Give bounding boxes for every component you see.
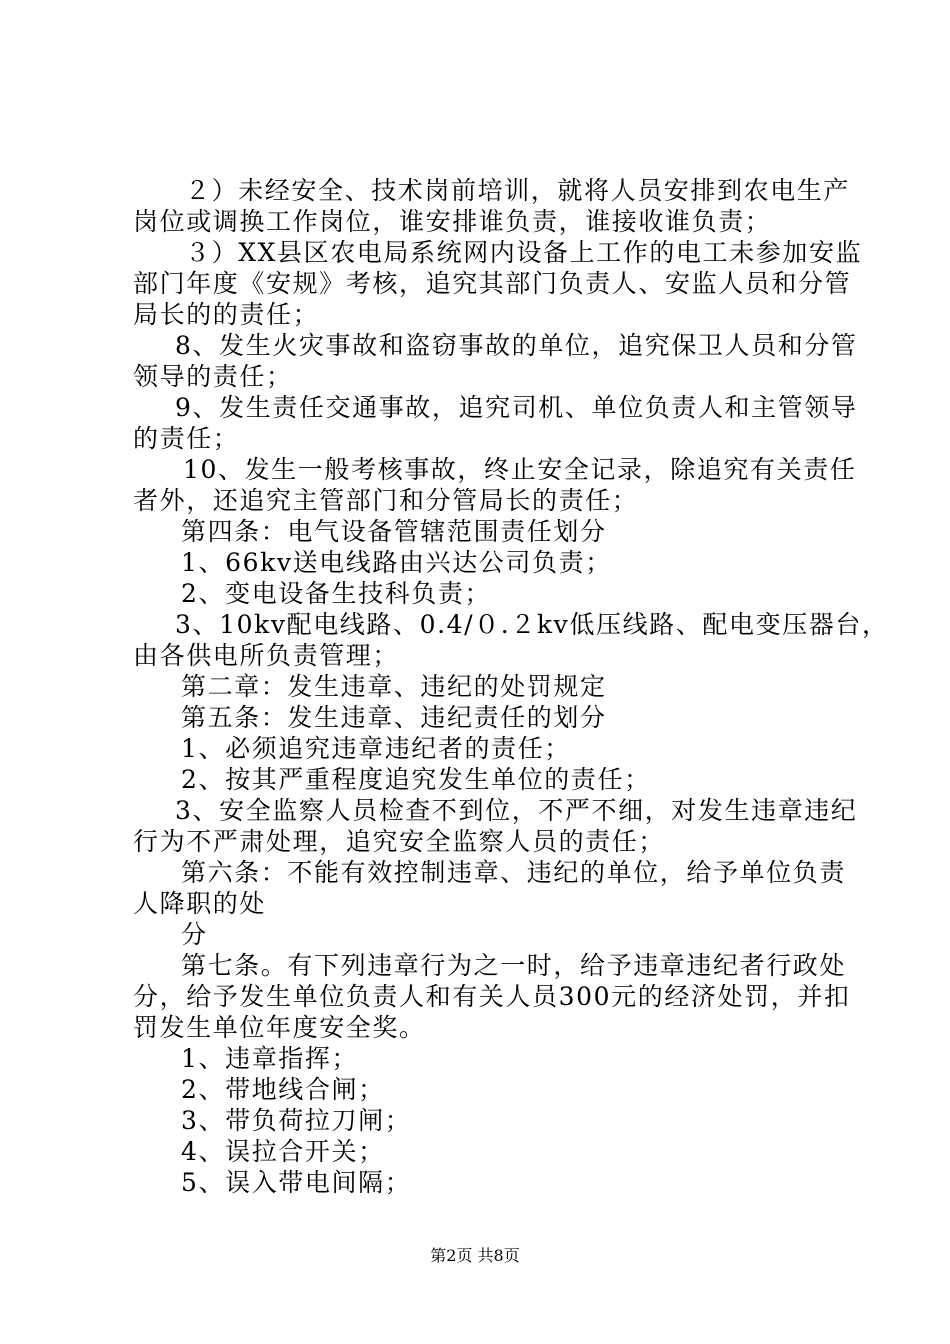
text-line: 1、必须追究违章违纪者的责任； [181, 734, 571, 763]
text-line: 分，给予发生单位负责人和有关人员300元的经济处罚，并扣 [133, 982, 851, 1011]
text-line: ２）未经安全、技术岗前培训，就将人员安排到农电生产 [185, 176, 851, 205]
text-line: 部门年度《安规》考核，追究其部门负责人、安监人员和分管 [133, 269, 852, 298]
section-heading: 第六条：不能有效控制违章、违纪的单位，给予单位负责 [181, 858, 847, 887]
section-heading: 第五条：发生违章、违纪责任的划分 [181, 703, 607, 732]
chapter-heading: 第二章：发生违章、违纪的处罚规定 [181, 672, 607, 701]
text-line: 领导的责任； [133, 362, 293, 391]
section-heading: 第四条：电气设备管辖范围责任划分 [181, 517, 607, 546]
text-line: 2、变电设备生技科负责； [181, 579, 492, 608]
text-line: 9、发生责任交通事故，追究司机、单位负责人和主管领导 [175, 393, 858, 422]
text-line: 分 [181, 920, 208, 949]
text-line: 3、10kv配电线路、0.4/０.２kv低压线路、配电变压器台， [175, 610, 889, 639]
text-line: 1、66kv送电线路由兴达公司负责； [181, 548, 612, 577]
text-line: 的责任； [133, 424, 240, 453]
list-item: 1、违章指挥； [181, 1044, 359, 1073]
text-line: 3、安全监察人员检查不到位，不严不细，对发生违章违纪 [175, 796, 858, 825]
text-line: 局长的的责任； [133, 300, 320, 329]
list-item: 5、误入带电间隔； [181, 1168, 412, 1197]
section-heading: 第七条。有下列违章行为之一时，给予违章违纪者行政处 [181, 951, 847, 980]
text-line: 行为不严肃处理，追究安全监察人员的责任； [133, 827, 666, 856]
text-line: 罚发生单位年度安全奖。 [133, 1013, 426, 1042]
text-line: 8、发生火灾事故和盗窃事故的单位，追究保卫人员和分管 [175, 331, 858, 360]
text-line: 者外，还追究主管部门和分管局长的责任； [133, 486, 639, 515]
text-line: 10、发生一般考核事故，终止安全记录，除追究有关责任 [183, 455, 857, 484]
text-line: 岗位或调换工作岗位，谁安排谁负责，谁接收谁负责； [133, 207, 772, 236]
list-item: 2、带地线合闸； [181, 1075, 385, 1104]
list-item: 4、误拉合开关； [181, 1137, 385, 1166]
text-line: 2、按其严重程度追究发生单位的责任； [181, 765, 651, 794]
list-item: 3、带负荷拉刀闸； [181, 1106, 412, 1135]
text-line: 由各供电所负责管理； [133, 641, 400, 670]
text-line: ３）XX县区农电局系统网内设备上工作的电工未参加安监 [185, 238, 863, 267]
text-line: 人降职的处 [133, 889, 267, 918]
page-number-footer: 第2页 共8页 [430, 1246, 520, 1265]
